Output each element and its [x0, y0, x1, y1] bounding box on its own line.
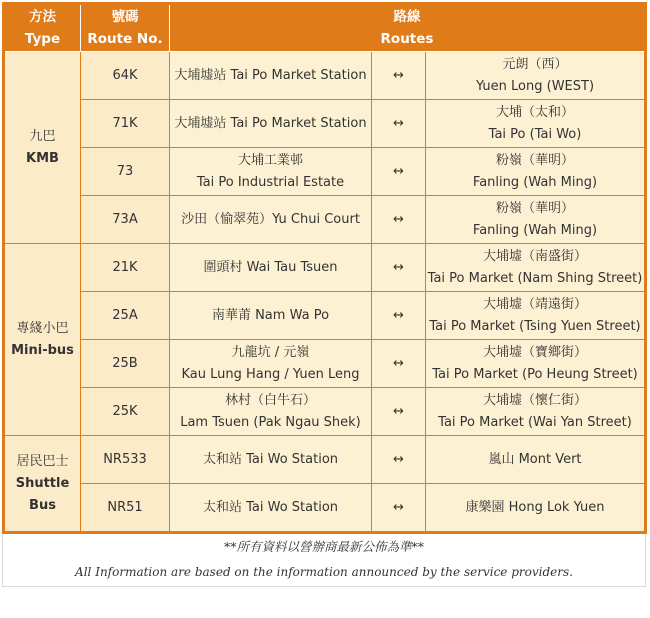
route-origin: [170, 148, 372, 196]
route-number: 21K: [81, 244, 170, 292]
table-row: [4, 340, 646, 388]
route-origin: [170, 292, 372, 340]
table-row: [4, 244, 646, 292]
header-routes: 路線 Routes: [170, 4, 646, 52]
operator-name-zh: 居民巴士: [16, 453, 69, 469]
route-destination-line: 元朗（西）: [502, 56, 568, 72]
bidirectional-arrow-icon: ↔: [372, 340, 426, 388]
route-origin: [170, 100, 372, 148]
route-origin-line: 大埔工業邨: [237, 152, 303, 168]
route-destination-line: Fanling (Wah Ming): [472, 222, 598, 238]
route-destination-line: 大埔（太和）: [495, 104, 574, 120]
table-row: [4, 100, 646, 148]
route-destination-line: Tai Po Market (Tsing Yuen Street): [429, 318, 641, 334]
header-route-no: 號碼 Route No.: [81, 4, 170, 52]
route-number: 73A: [81, 196, 170, 244]
route-destination-line: 大埔墟（寶鄉街）: [482, 344, 587, 360]
route-destination: [426, 484, 646, 533]
table-row: [4, 292, 646, 340]
route-destination: [426, 292, 646, 340]
bidirectional-arrow-icon: ↔: [372, 196, 426, 244]
disclaimer: [2, 534, 646, 587]
disclaimer-en: All Information are based on the information announced by the service providers.: [75, 565, 573, 579]
transport-info: [2, 2, 644, 587]
route-destination-line: Yuen Long (WEST): [475, 78, 595, 94]
route-destination-line: Tai Po Market (Nam Shing Street): [427, 270, 643, 286]
bidirectional-arrow-icon: ↔: [372, 52, 426, 100]
route-origin-line: 沙田（愉翠苑）Yu Chui Court: [181, 211, 360, 227]
route-number: 25B: [81, 340, 170, 388]
route-destination: [426, 52, 646, 100]
operator-name-en: KMB: [26, 150, 59, 166]
route-destination-line: Fanling (Wah Ming): [472, 174, 598, 190]
operator-name-en: Mini-bus: [11, 342, 74, 358]
route-number: 25K: [81, 388, 170, 436]
table-row: [4, 436, 646, 484]
route-destination: [426, 100, 646, 148]
route-origin-line: 大埔墟站 Tai Po Market Station: [174, 67, 367, 83]
route-destination-line: Tai Po Market (Po Heung Street): [432, 366, 638, 382]
route-destination-line: Tai Po (Tai Wo): [488, 126, 582, 142]
route-destination-line: 嵐山 Mont Vert: [488, 451, 582, 467]
route-origin: [170, 244, 372, 292]
bidirectional-arrow-icon: ↔: [372, 244, 426, 292]
route-origin-line: 太和站 Tai Wo Station: [202, 499, 339, 515]
bidirectional-arrow-icon: ↔: [372, 484, 426, 533]
disclaimer-zh: **所有資料以營辦商最新公佈為準**: [223, 539, 424, 554]
table-row: [4, 388, 646, 436]
route-origin-line: 大埔墟站 Tai Po Market Station: [174, 115, 367, 131]
route-destination-line: 康樂園 Hong Lok Yuen: [465, 499, 605, 515]
route-origin: [170, 436, 372, 484]
bidirectional-arrow-icon: ↔: [372, 436, 426, 484]
route-origin: [170, 484, 372, 533]
route-number: 64K: [81, 52, 170, 100]
route-origin-line: Lam Tsuen (Pak Ngau Shek): [180, 414, 361, 430]
table-row: [4, 484, 646, 533]
route-destination-line: Tai Po Market (Wai Yan Street): [438, 414, 632, 430]
route-number: 73: [81, 148, 170, 196]
route-origin: [170, 388, 372, 436]
route-destination: [426, 244, 646, 292]
route-origin-line: Tai Po Industrial Estate: [196, 174, 345, 190]
route-origin-line: 太和站 Tai Wo Station: [202, 451, 339, 467]
route-origin: [170, 196, 372, 244]
routes-table: [2, 2, 647, 534]
table-row: [4, 148, 646, 196]
route-number: NR51: [81, 484, 170, 533]
route-origin-line: 九龍坑 / 元嶺: [231, 344, 310, 360]
routes-table-body: [4, 4, 646, 533]
table-row: [4, 52, 646, 100]
route-number: 71K: [81, 100, 170, 148]
route-destination: [426, 388, 646, 436]
route-destination: [426, 196, 646, 244]
header-type: 方法 Type: [4, 4, 81, 52]
route-origin-line: 南華莆 Nam Wa Po: [211, 307, 330, 323]
route-origin-line: Kau Lung Hang / Yuen Leng: [181, 366, 360, 382]
route-number: 25A: [81, 292, 170, 340]
route-destination-line: 大埔墟（靖遠街）: [482, 296, 587, 312]
route-destination: [426, 148, 646, 196]
table-row: [4, 196, 646, 244]
operator-name-zh: 專綫小巴: [16, 320, 69, 336]
bidirectional-arrow-icon: ↔: [372, 388, 426, 436]
bidirectional-arrow-icon: ↔: [372, 100, 426, 148]
route-destination-line: 粉嶺（華明）: [495, 200, 574, 216]
bidirectional-arrow-icon: ↔: [372, 148, 426, 196]
operator-cell: [4, 52, 81, 244]
route-destination: [426, 340, 646, 388]
route-destination-line: 粉嶺（華明）: [495, 152, 574, 168]
route-origin-line: 圍頭村 Wai Tau Tsuen: [203, 259, 338, 275]
route-destination: [426, 436, 646, 484]
operator-cell: [4, 436, 81, 533]
operator-name-en: Shuttle Bus: [15, 475, 70, 513]
route-origin-line: 林村（白牛石）: [224, 392, 316, 408]
route-origin: [170, 52, 372, 100]
table-header-row: [4, 4, 646, 52]
route-destination-line: 大埔墟（懷仁街）: [482, 392, 587, 408]
operator-name-zh: 九巴: [29, 128, 56, 144]
route-destination-line: 大埔墟（南盛街）: [482, 248, 587, 264]
route-origin: [170, 340, 372, 388]
bidirectional-arrow-icon: ↔: [372, 292, 426, 340]
operator-cell: [4, 244, 81, 436]
route-number: NR533: [81, 436, 170, 484]
